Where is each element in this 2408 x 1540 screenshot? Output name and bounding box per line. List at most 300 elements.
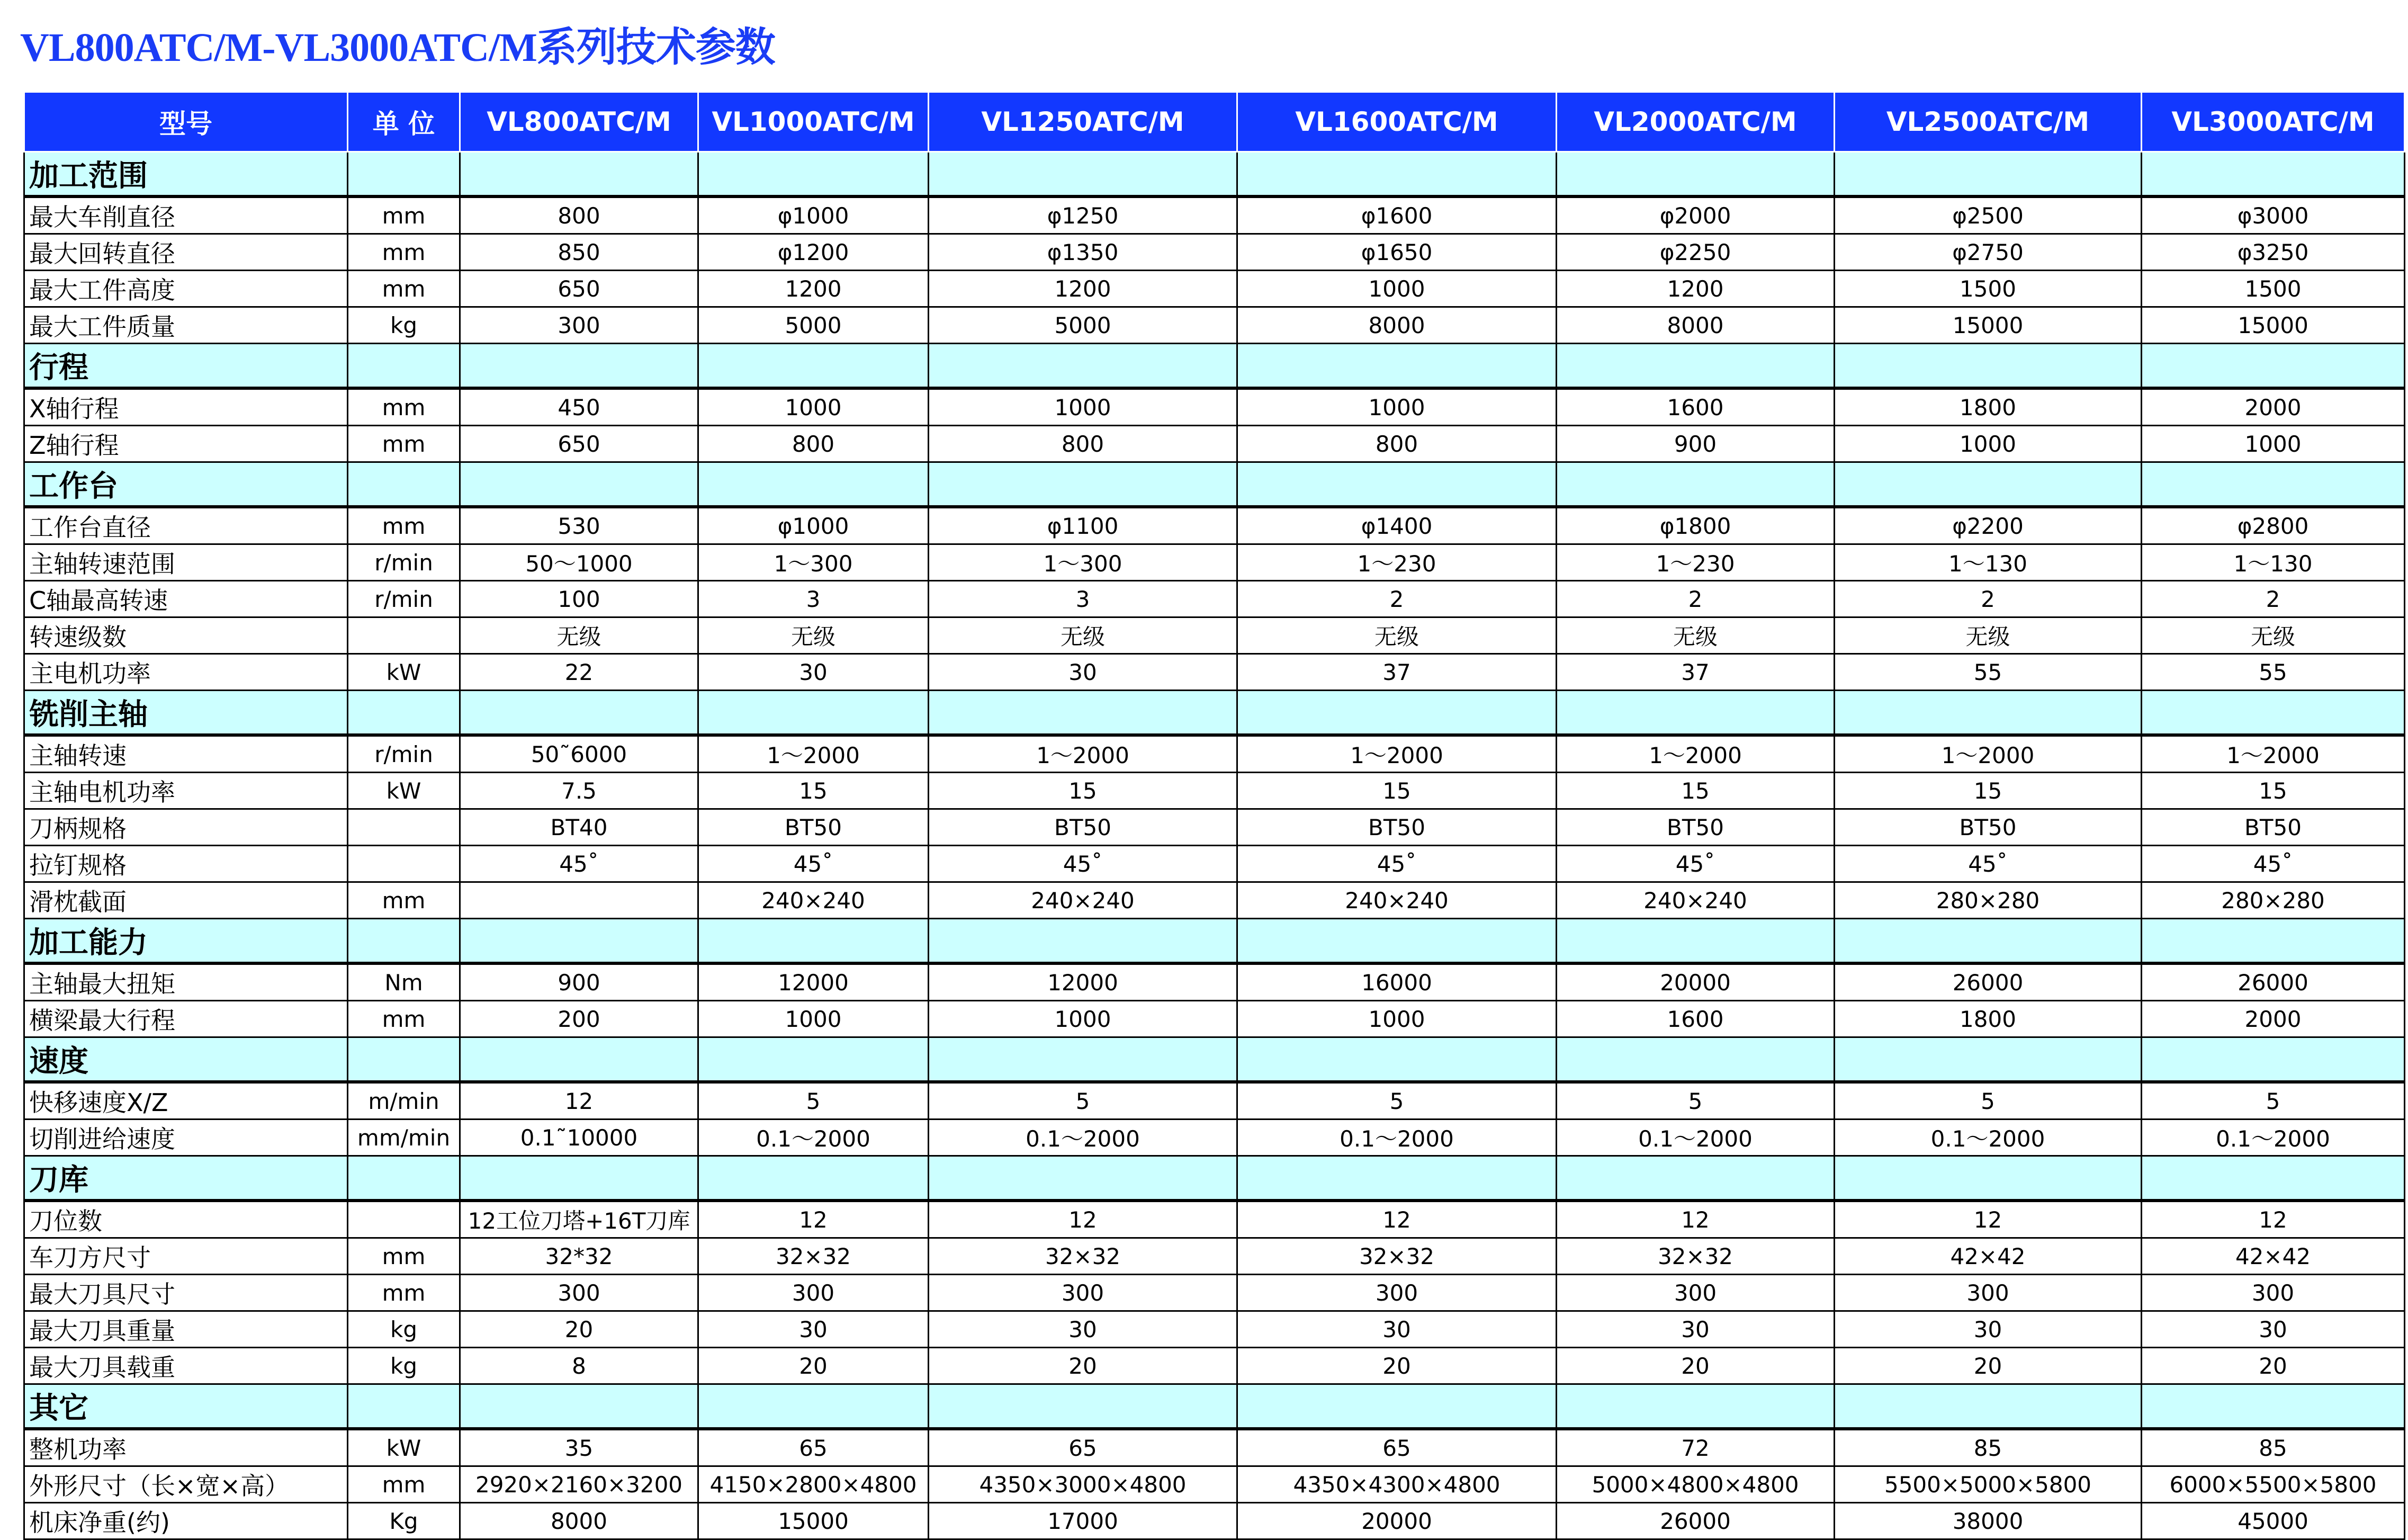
table-row xyxy=(24,388,2405,426)
value-cell: 6000×5500×5800 xyxy=(2142,1466,2405,1503)
value-cell: 12 xyxy=(1237,1201,1557,1238)
value-cell: 1～2000 xyxy=(2142,735,2405,773)
value-cell: 4150×2800×4800 xyxy=(698,1466,929,1503)
value-cell: 32×32 xyxy=(1237,1238,1557,1275)
value-cell: 2000 xyxy=(2142,388,2405,426)
table-row xyxy=(24,1275,2405,1311)
value-cell: 1600 xyxy=(1557,388,1835,426)
value-cell: 3 xyxy=(698,581,929,617)
value-cell: 1～2000 xyxy=(1557,735,1835,773)
row-unit: r/min xyxy=(348,544,460,581)
value-cell: φ2000 xyxy=(1557,196,1835,234)
table-row xyxy=(24,846,2405,882)
value-cell: 1～300 xyxy=(698,544,929,581)
value-cell: 50～1000 xyxy=(460,544,698,581)
section-cell xyxy=(698,344,929,389)
section-cell xyxy=(929,462,1237,507)
value-cell: 85 xyxy=(1835,1429,2142,1466)
section-cell xyxy=(1835,1384,2142,1429)
row-unit: mm xyxy=(348,271,460,307)
value-cell: 5 xyxy=(1835,1082,2142,1120)
section-cell xyxy=(1557,1384,1835,1429)
value-cell: 300 xyxy=(1557,1275,1835,1311)
row-unit: mm xyxy=(348,507,460,544)
value-cell: 20 xyxy=(1557,1348,1835,1384)
value-cell: BT50 xyxy=(2142,809,2405,846)
value-cell: 1000 xyxy=(1237,388,1557,426)
value-cell: 800 xyxy=(1237,426,1557,462)
section-title: 其它 xyxy=(24,1384,348,1429)
row-unit: mm xyxy=(348,234,460,271)
row-label: 刀位数 xyxy=(24,1201,348,1238)
value-cell: 30 xyxy=(2142,1311,2405,1348)
value-cell: 37 xyxy=(1237,654,1557,691)
value-cell: 30 xyxy=(1237,1311,1557,1348)
row-unit xyxy=(348,846,460,882)
row-label: 外形尺寸（长×宽×高） xyxy=(24,1466,348,1503)
value-cell: 1000 xyxy=(1237,1001,1557,1037)
section-header-row xyxy=(24,462,2405,507)
section-title: 加工能力 xyxy=(24,919,348,964)
value-cell: 1000 xyxy=(698,1001,929,1037)
section-cell xyxy=(1835,152,2142,197)
section-header-row xyxy=(24,919,2405,964)
section-cell xyxy=(460,152,698,197)
table-row xyxy=(24,617,2405,654)
value-cell: 20 xyxy=(929,1348,1237,1384)
row-label: 最大车削直径 xyxy=(24,196,348,234)
table-row xyxy=(24,809,2405,846)
row-label: 最大工件质量 xyxy=(24,307,348,344)
row-label: 整机功率 xyxy=(24,1429,348,1466)
value-cell: 20 xyxy=(2142,1348,2405,1384)
value-cell: 1～2000 xyxy=(698,735,929,773)
section-cell xyxy=(1237,919,1557,964)
row-label: 主轴电机功率 xyxy=(24,773,348,809)
value-cell: φ1000 xyxy=(698,196,929,234)
table-row xyxy=(24,1311,2405,1348)
value-cell: 240×240 xyxy=(1557,882,1835,919)
section-cell xyxy=(698,1156,929,1201)
value-cell: 85 xyxy=(2142,1429,2405,1466)
value-cell: 650 xyxy=(460,426,698,462)
value-cell: 1～130 xyxy=(2142,544,2405,581)
header-model-0: VL800ATC/M xyxy=(460,92,698,152)
value-cell: 1200 xyxy=(698,271,929,307)
section-cell xyxy=(348,152,460,197)
value-cell: 1～230 xyxy=(1237,544,1557,581)
section-cell xyxy=(460,462,698,507)
section-cell xyxy=(348,919,460,964)
value-cell: 30 xyxy=(698,654,929,691)
section-cell xyxy=(929,1384,1237,1429)
value-cell: 1000 xyxy=(698,388,929,426)
value-cell: 15 xyxy=(1237,773,1557,809)
value-cell: 12 xyxy=(1835,1201,2142,1238)
section-cell xyxy=(460,344,698,389)
section-cell xyxy=(1557,1156,1835,1201)
row-unit: kg xyxy=(348,1348,460,1384)
row-label: 主电机功率 xyxy=(24,654,348,691)
table-row xyxy=(24,1466,2405,1503)
value-cell: 42×42 xyxy=(1835,1238,2142,1275)
value-cell: 300 xyxy=(929,1275,1237,1311)
table-row xyxy=(24,1120,2405,1156)
value-cell: BT50 xyxy=(698,809,929,846)
value-cell: 1000 xyxy=(929,388,1237,426)
value-cell: φ1800 xyxy=(1557,507,1835,544)
value-cell: φ1200 xyxy=(698,234,929,271)
section-header-row xyxy=(24,691,2405,736)
value-cell: 30 xyxy=(1557,1311,1835,1348)
value-cell: 1500 xyxy=(2142,271,2405,307)
table-row xyxy=(24,1082,2405,1120)
value-cell: φ1000 xyxy=(698,507,929,544)
value-cell: 5 xyxy=(698,1082,929,1120)
table-row xyxy=(24,196,2405,234)
section-title: 工作台 xyxy=(24,462,348,507)
section-cell xyxy=(1237,462,1557,507)
value-cell: 无级 xyxy=(460,617,698,654)
value-cell: 无级 xyxy=(698,617,929,654)
value-cell: 0.1～2000 xyxy=(2142,1120,2405,1156)
value-cell: 45˚ xyxy=(1835,846,2142,882)
section-cell xyxy=(2142,344,2405,389)
value-cell: φ3250 xyxy=(2142,234,2405,271)
section-header-row xyxy=(24,1156,2405,1201)
value-cell: 15 xyxy=(698,773,929,809)
value-cell: 4350×4300×4800 xyxy=(1237,1466,1557,1503)
section-cell xyxy=(1835,462,2142,507)
value-cell: 1000 xyxy=(2142,426,2405,462)
section-cell xyxy=(2142,1037,2405,1082)
value-cell: 16000 xyxy=(1237,963,1557,1001)
value-cell: 300 xyxy=(1237,1275,1557,1311)
section-cell xyxy=(2142,152,2405,197)
value-cell: BT40 xyxy=(460,809,698,846)
row-label: 最大回转直径 xyxy=(24,234,348,271)
value-cell: 1500 xyxy=(1835,271,2142,307)
value-cell: 37 xyxy=(1557,654,1835,691)
table-row xyxy=(24,1238,2405,1275)
value-cell: 20 xyxy=(460,1311,698,1348)
value-cell: 22 xyxy=(460,654,698,691)
row-unit xyxy=(348,617,460,654)
header-model: 型号 xyxy=(24,92,348,152)
row-unit: r/min xyxy=(348,735,460,773)
value-cell: φ1600 xyxy=(1237,196,1557,234)
section-cell xyxy=(1237,691,1557,736)
value-cell: 4350×3000×4800 xyxy=(929,1466,1237,1503)
value-cell: 2920×2160×3200 xyxy=(460,1466,698,1503)
row-unit: mm/min xyxy=(348,1120,460,1156)
row-unit: mm xyxy=(348,388,460,426)
header-model-5: VL2500ATC/M xyxy=(1835,92,2142,152)
section-cell xyxy=(1835,919,2142,964)
value-cell: 30 xyxy=(1835,1311,2142,1348)
row-label: 横梁最大行程 xyxy=(24,1001,348,1037)
row-unit: mm xyxy=(348,1001,460,1037)
table-row xyxy=(24,544,2405,581)
value-cell: 300 xyxy=(460,307,698,344)
section-cell xyxy=(1557,152,1835,197)
row-unit: mm xyxy=(348,1466,460,1503)
section-title: 加工范围 xyxy=(24,152,348,197)
row-label: C轴最高转速 xyxy=(24,581,348,617)
header-model-2: VL1250ATC/M xyxy=(929,92,1237,152)
value-cell: φ1100 xyxy=(929,507,1237,544)
value-cell: 1800 xyxy=(1835,1001,2142,1037)
section-cell xyxy=(1237,152,1557,197)
value-cell: φ1350 xyxy=(929,234,1237,271)
value-cell: 55 xyxy=(2142,654,2405,691)
table-row xyxy=(24,234,2405,271)
value-cell: φ2750 xyxy=(1835,234,2142,271)
section-cell xyxy=(929,152,1237,197)
section-cell xyxy=(1237,1037,1557,1082)
value-cell: 45˚ xyxy=(2142,846,2405,882)
value-cell: 45˚ xyxy=(929,846,1237,882)
value-cell: 1～2000 xyxy=(1237,735,1557,773)
value-cell: 450 xyxy=(460,388,698,426)
section-title: 速度 xyxy=(24,1037,348,1082)
value-cell: 20 xyxy=(698,1348,929,1384)
value-cell: φ2250 xyxy=(1557,234,1835,271)
value-cell: 45˚ xyxy=(1557,846,1835,882)
value-cell: 15 xyxy=(2142,773,2405,809)
value-cell: 5 xyxy=(1557,1082,1835,1120)
row-label: 机床净重(约) xyxy=(24,1503,348,1539)
value-cell: 240×240 xyxy=(698,882,929,919)
value-cell: 20 xyxy=(1835,1348,2142,1384)
value-cell: 15000 xyxy=(2142,307,2405,344)
section-cell xyxy=(348,1384,460,1429)
section-cell xyxy=(1835,1156,2142,1201)
value-cell: 650 xyxy=(460,271,698,307)
row-label: 转速级数 xyxy=(24,617,348,654)
row-label: X轴行程 xyxy=(24,388,348,426)
value-cell: 5 xyxy=(929,1082,1237,1120)
value-cell: 300 xyxy=(698,1275,929,1311)
value-cell: 15000 xyxy=(698,1503,929,1539)
value-cell: 38000 xyxy=(1835,1503,2142,1539)
value-cell: 20 xyxy=(1237,1348,1557,1384)
section-cell xyxy=(460,1037,698,1082)
value-cell: 2 xyxy=(1557,581,1835,617)
section-cell xyxy=(929,344,1237,389)
value-cell: 800 xyxy=(460,196,698,234)
table-row xyxy=(24,1503,2405,1539)
value-cell: 1000 xyxy=(929,1001,1237,1037)
row-unit: kW xyxy=(348,654,460,691)
value-cell: 20000 xyxy=(1237,1503,1557,1539)
section-cell xyxy=(1835,691,2142,736)
section-cell xyxy=(1557,919,1835,964)
spec-table xyxy=(23,91,2405,1540)
value-cell: 200 xyxy=(460,1001,698,1037)
section-cell xyxy=(698,462,929,507)
value-cell: 30 xyxy=(698,1311,929,1348)
table-row xyxy=(24,581,2405,617)
section-cell xyxy=(348,691,460,736)
row-unit: mm xyxy=(348,196,460,234)
table-row xyxy=(24,271,2405,307)
value-cell: 1000 xyxy=(1237,271,1557,307)
value-cell: BT50 xyxy=(1557,809,1835,846)
table-row xyxy=(24,882,2405,919)
value-cell: 0.1～2000 xyxy=(698,1120,929,1156)
section-cell xyxy=(460,1156,698,1201)
row-unit: kW xyxy=(348,773,460,809)
section-title: 刀库 xyxy=(24,1156,348,1201)
row-label: 主轴转速 xyxy=(24,735,348,773)
value-cell: 12 xyxy=(929,1201,1237,1238)
value-cell: 5000 xyxy=(698,307,929,344)
value-cell: 45000 xyxy=(2142,1503,2405,1539)
row-label: 拉钉规格 xyxy=(24,846,348,882)
header-model-1: VL1000ATC/M xyxy=(698,92,929,152)
section-cell xyxy=(2142,462,2405,507)
header-model-6: VL3000ATC/M xyxy=(2142,92,2405,152)
value-cell: 800 xyxy=(929,426,1237,462)
value-cell: 300 xyxy=(2142,1275,2405,1311)
row-unit: kg xyxy=(348,307,460,344)
value-cell: 15 xyxy=(1835,773,2142,809)
value-cell: 0.1˜10000 xyxy=(460,1120,698,1156)
section-title: 行程 xyxy=(24,344,348,389)
section-header-row xyxy=(24,344,2405,389)
value-cell: 280×280 xyxy=(1835,882,2142,919)
value-cell: 12000 xyxy=(698,963,929,1001)
section-cell xyxy=(2142,919,2405,964)
value-cell: 5000×4800×4800 xyxy=(1557,1466,1835,1503)
value-cell: 900 xyxy=(460,963,698,1001)
value-cell: 900 xyxy=(1557,426,1835,462)
table-row xyxy=(24,507,2405,544)
value-cell: 800 xyxy=(698,426,929,462)
value-cell: 0.1～2000 xyxy=(1835,1120,2142,1156)
row-unit: r/min xyxy=(348,581,460,617)
value-cell: BT50 xyxy=(1835,809,2142,846)
row-label: 主轴最大扭矩 xyxy=(24,963,348,1001)
value-cell: 65 xyxy=(698,1429,929,1466)
section-cell xyxy=(929,919,1237,964)
value-cell: 5500×5000×5800 xyxy=(1835,1466,2142,1503)
table-header-row xyxy=(24,92,2405,152)
table-row xyxy=(24,963,2405,1001)
value-cell: 1200 xyxy=(1557,271,1835,307)
row-unit: kg xyxy=(348,1311,460,1348)
section-cell xyxy=(698,691,929,736)
table-row xyxy=(24,1001,2405,1037)
value-cell: 无级 xyxy=(929,617,1237,654)
value-cell: 280×280 xyxy=(2142,882,2405,919)
value-cell: 12000 xyxy=(929,963,1237,1001)
section-cell xyxy=(698,1037,929,1082)
value-cell: 26000 xyxy=(1835,963,2142,1001)
value-cell: 300 xyxy=(460,1275,698,1311)
section-cell xyxy=(1237,344,1557,389)
value-cell: φ2500 xyxy=(1835,196,2142,234)
value-cell: 240×240 xyxy=(929,882,1237,919)
value-cell: 5000 xyxy=(929,307,1237,344)
value-cell: 32×32 xyxy=(929,1238,1237,1275)
section-cell xyxy=(698,919,929,964)
value-cell: 0.1～2000 xyxy=(1237,1120,1557,1156)
value-cell: 32×32 xyxy=(1557,1238,1835,1275)
section-cell xyxy=(698,1384,929,1429)
row-unit: mm xyxy=(348,426,460,462)
value-cell: 2000 xyxy=(2142,1001,2405,1037)
value-cell: 240×240 xyxy=(1237,882,1557,919)
row-label: 最大刀具载重 xyxy=(24,1348,348,1384)
value-cell: 100 xyxy=(460,581,698,617)
section-cell xyxy=(2142,691,2405,736)
row-label: 刀柄规格 xyxy=(24,809,348,846)
value-cell: 8 xyxy=(460,1348,698,1384)
value-cell: 无级 xyxy=(2142,617,2405,654)
section-cell xyxy=(1557,691,1835,736)
value-cell: 32*32 xyxy=(460,1238,698,1275)
value-cell: 无级 xyxy=(1237,617,1557,654)
value-cell: 2 xyxy=(1835,581,2142,617)
value-cell: φ2200 xyxy=(1835,507,2142,544)
value-cell: 1200 xyxy=(929,271,1237,307)
section-cell xyxy=(348,1156,460,1201)
value-cell: 65 xyxy=(929,1429,1237,1466)
value-cell: 1～130 xyxy=(1835,544,2142,581)
value-cell: 15000 xyxy=(1835,307,2142,344)
value-cell: 65 xyxy=(1237,1429,1557,1466)
row-unit xyxy=(348,1201,460,1238)
table-row xyxy=(24,735,2405,773)
value-cell: 300 xyxy=(1835,1275,2142,1311)
value-cell: 8000 xyxy=(1557,307,1835,344)
value-cell: 3 xyxy=(929,581,1237,617)
table-row xyxy=(24,773,2405,809)
row-label: 最大刀具尺寸 xyxy=(24,1275,348,1311)
section-cell xyxy=(929,1037,1237,1082)
value-cell: 55 xyxy=(1835,654,2142,691)
value-cell: 2 xyxy=(2142,581,2405,617)
section-cell xyxy=(460,1384,698,1429)
value-cell: 850 xyxy=(460,234,698,271)
value-cell xyxy=(460,882,698,919)
table-row xyxy=(24,1429,2405,1466)
value-cell: 45˚ xyxy=(460,846,698,882)
value-cell: 45˚ xyxy=(698,846,929,882)
section-cell xyxy=(1237,1156,1557,1201)
section-cell xyxy=(460,691,698,736)
section-cell xyxy=(2142,1156,2405,1201)
value-cell: φ2800 xyxy=(2142,507,2405,544)
value-cell: 7.5 xyxy=(460,773,698,809)
row-label: 最大刀具重量 xyxy=(24,1311,348,1348)
row-unit: Nm xyxy=(348,963,460,1001)
section-cell xyxy=(1557,1037,1835,1082)
table-row xyxy=(24,1201,2405,1238)
value-cell: 12 xyxy=(698,1201,929,1238)
value-cell: 1～2000 xyxy=(929,735,1237,773)
section-cell xyxy=(929,1156,1237,1201)
value-cell: 35 xyxy=(460,1429,698,1466)
value-cell: 12 xyxy=(460,1082,698,1120)
value-cell: 无级 xyxy=(1835,617,2142,654)
value-cell: 1～2000 xyxy=(1835,735,2142,773)
value-cell: 1～230 xyxy=(1557,544,1835,581)
row-label: Z轴行程 xyxy=(24,426,348,462)
header-model-4: VL2000ATC/M xyxy=(1557,92,1835,152)
